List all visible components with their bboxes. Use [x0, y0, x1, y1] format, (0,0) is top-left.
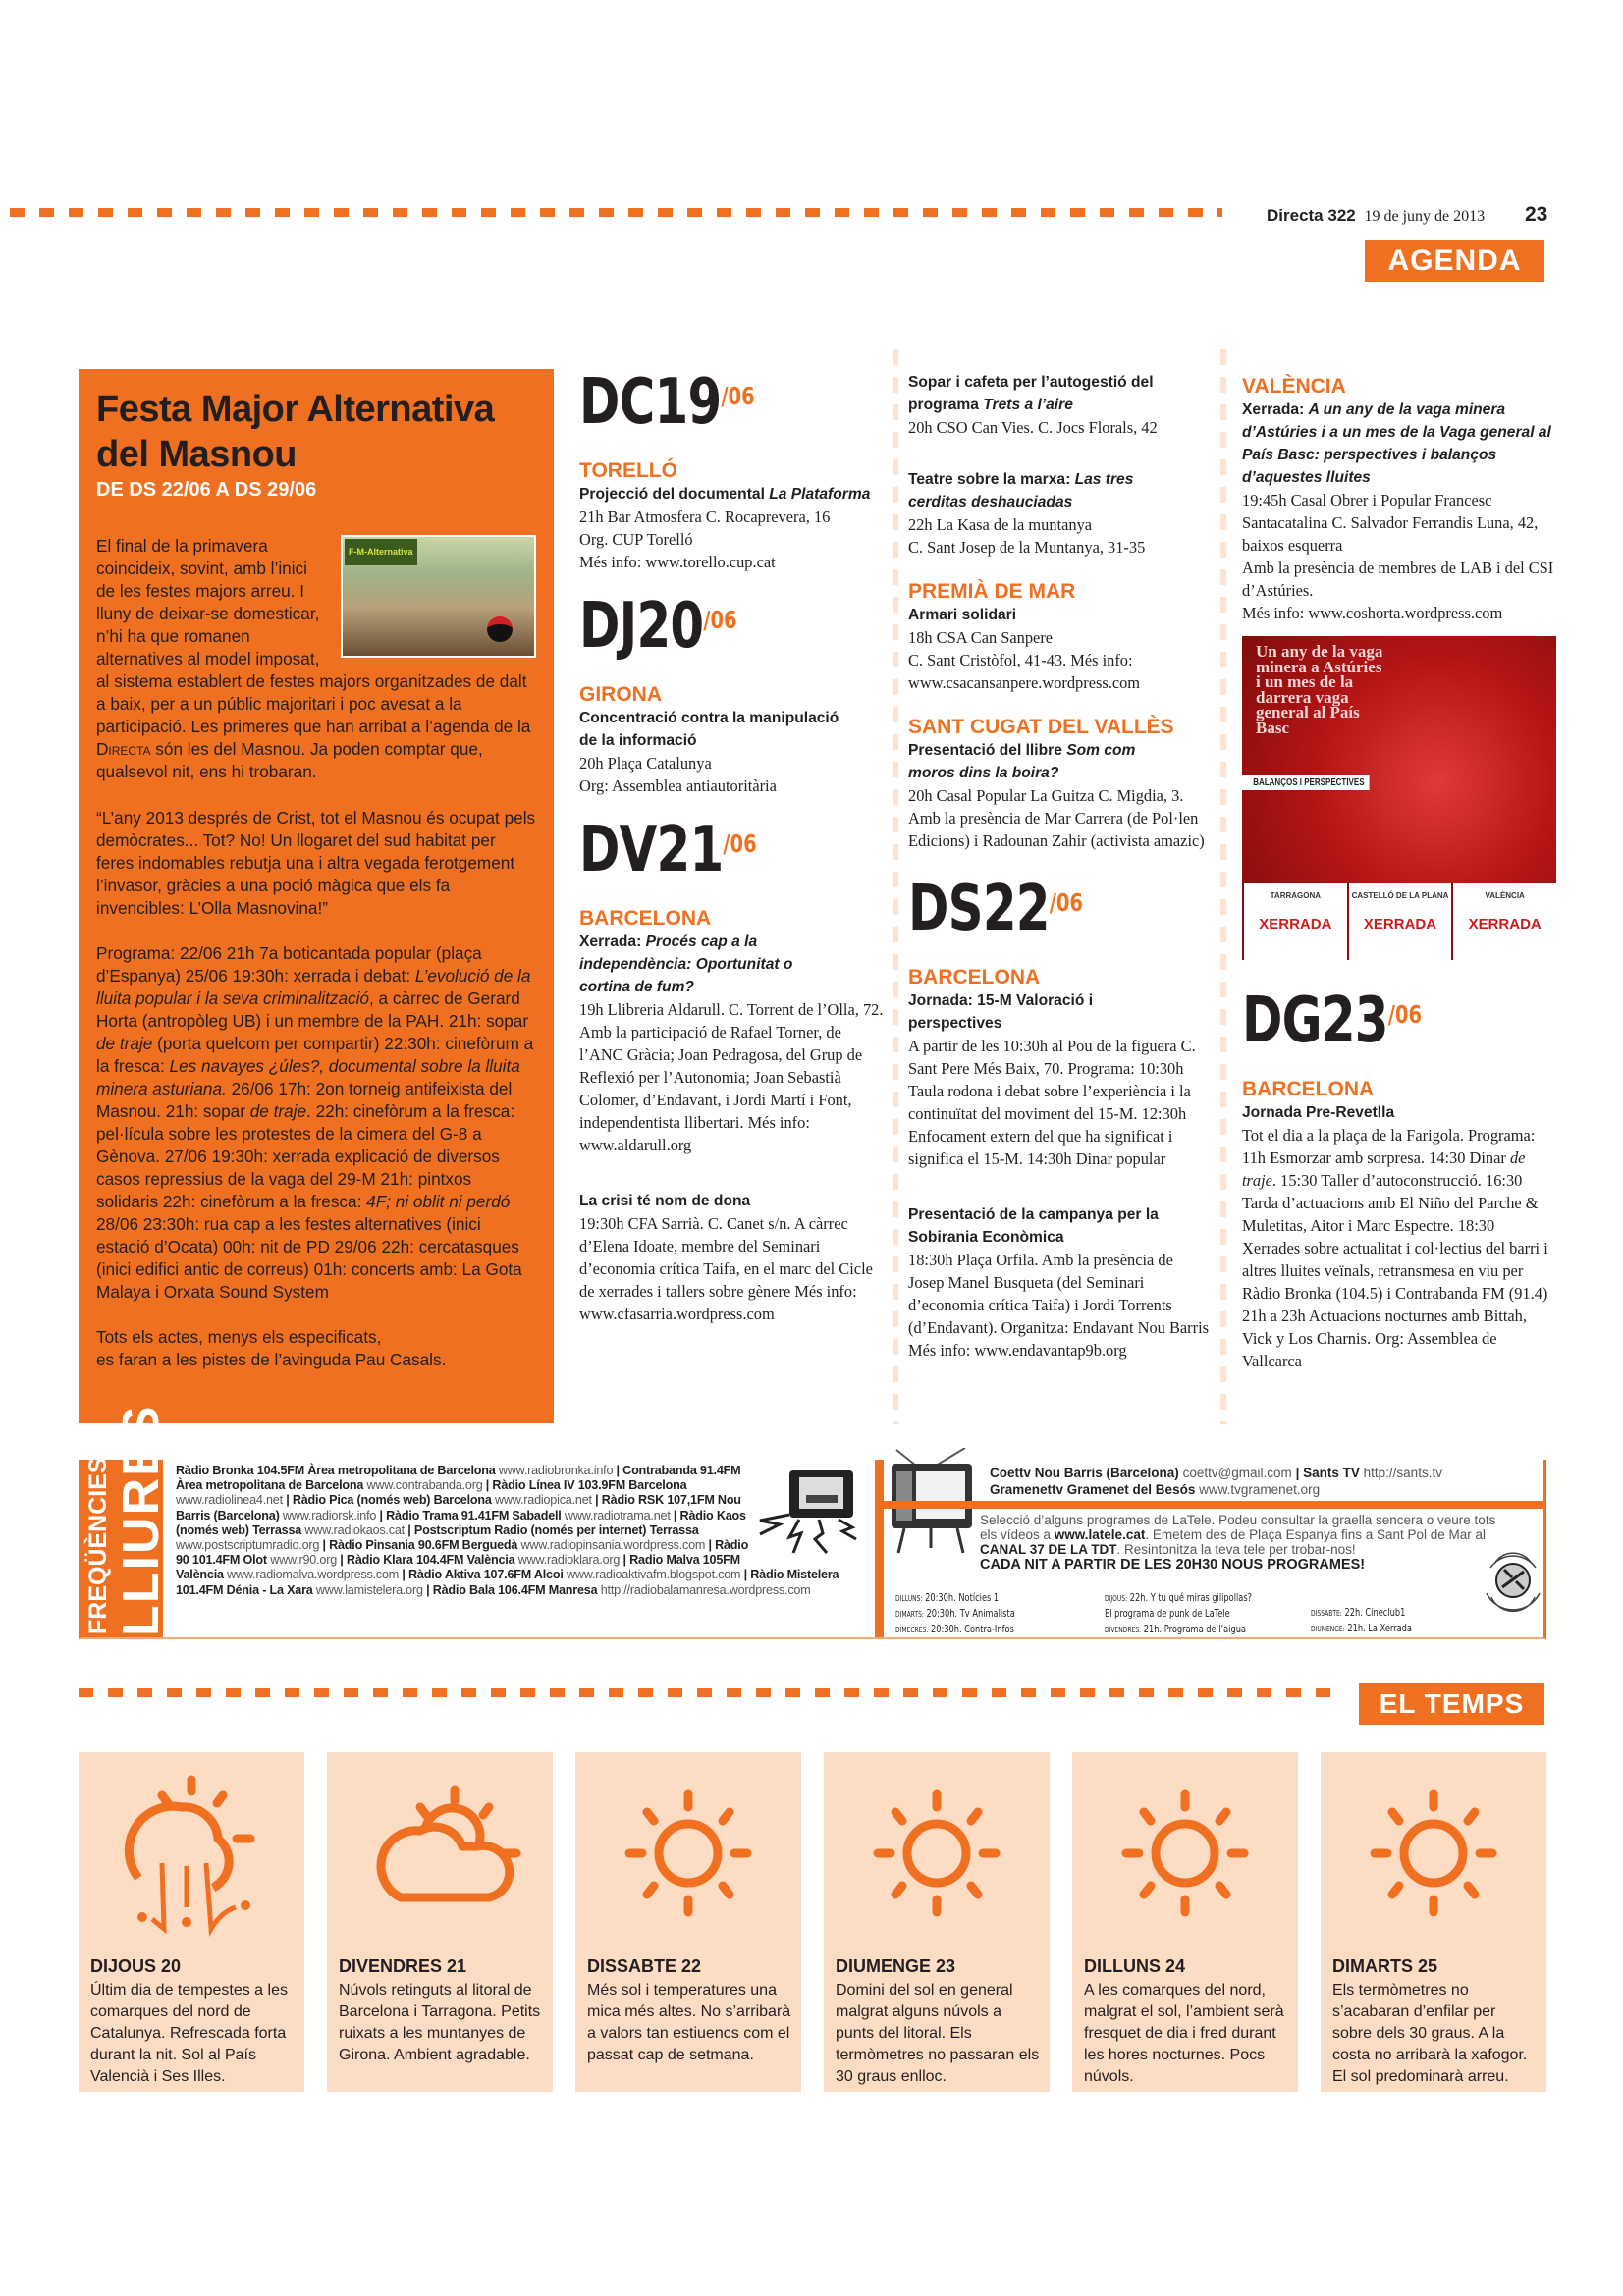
- station-name: Ràdio RSK 107,1FM Nou Barris (Barcelona): [176, 1493, 741, 1522]
- schedule-day: DIJOUS:: [1105, 1594, 1128, 1603]
- station-link[interactable]: www.radioklara.org: [517, 1553, 621, 1568]
- poster-headline: Un any de la vaga minera a Astúries i un mes de la darrera vaga general al País Basc: [1256, 642, 1383, 737]
- separator: |: [482, 1478, 493, 1493]
- feature-closing: Tots els actes, menys els especificats, es faran a les pistes de l’avinguda Pau Casals.: [96, 1327, 447, 1369]
- intro-text: són les del Masnou. Ja poden comptar que, qualsevol nit, ens hi trobaran.: [96, 739, 483, 781]
- station-name: Contrabanda 91.4FM Àrea metropolitana de Barcelona: [176, 1464, 741, 1493]
- schedule-item: [1105, 1622, 1252, 1637]
- brand-name: Directa: [96, 739, 151, 759]
- top-dashed-rule: [10, 208, 1222, 217]
- schedule-day: DISSABTE:: [1311, 1609, 1342, 1618]
- schedule-show: 21h. La Xerrada: [1347, 1622, 1412, 1634]
- event-title: [908, 468, 1183, 513]
- city-heading: BARCELONA: [1242, 1078, 1375, 1100]
- tv-link[interactable]: http://sants.tv: [1363, 1466, 1442, 1480]
- latele-channel: CANAL 37 DE LA TDT: [980, 1542, 1117, 1557]
- program-text: . 22h: cinefòrum a la fresca: pel·lícula sobre les protestes de la cimera del G-8 a Gènova. 27/06 19:30h: xerrada explicació de diversos casos repressius de la vaga del 29-M 21h: pintxos solidaris 22h: cinefòrum a la fresca:: [96, 1101, 515, 1211]
- radio-station: [293, 1493, 602, 1507]
- feature-program: [96, 942, 536, 1304]
- title-italic: La Plataforma: [769, 486, 871, 503]
- venue-event: XERRADA: [1259, 916, 1332, 933]
- schedule-item: [1105, 1590, 1252, 1606]
- title-text: Presentació del llibre: [908, 742, 1067, 759]
- sun-icon: [1345, 1760, 1522, 1942]
- schedule-column: [1105, 1590, 1252, 1637]
- radio-station: [408, 1568, 750, 1581]
- page-number: 23: [1525, 203, 1548, 226]
- venue-event: XERRADA: [1363, 916, 1437, 933]
- program-title: de traje: [249, 1101, 307, 1121]
- weather-dashed-rule: [79, 1688, 1345, 1697]
- title-text: Xerrada:: [1242, 401, 1309, 418]
- event-title: [1242, 399, 1556, 489]
- event-poster-image: [1242, 636, 1556, 960]
- schedule-day: DIMECRES:: [895, 1626, 929, 1634]
- weather-card: [824, 1752, 1050, 2092]
- weather-day: DILLUNS 24: [1084, 1956, 1186, 1976]
- station-name: Ràdio Pica (només web) Barcelona: [292, 1493, 492, 1508]
- poster-subtitle: BALANÇOS I PERSPECTIVES: [1242, 775, 1369, 790]
- event: [1242, 1101, 1556, 1372]
- event-title: Concentració contra la manipulació de la informació: [579, 710, 839, 749]
- weather-day: DIMARTS 25: [1332, 1956, 1438, 1976]
- event: [579, 1190, 886, 1325]
- schedule-show: 22h. Y tu qué miras gilipollas?: [1129, 1591, 1253, 1604]
- sun-icon: [600, 1760, 777, 1942]
- program-text: (porta quelcom per compartir) 22:30h: cinefòrum a la fresca:: [96, 1034, 534, 1076]
- latele-text-part: . Resintonitza la teva tele per trobar-nos!: [1116, 1542, 1356, 1557]
- tv-link[interactable]: coettv@gmail.com: [1182, 1466, 1292, 1480]
- schedule-day: DILLUNS:: [895, 1594, 923, 1603]
- radio-station: [176, 1464, 622, 1477]
- separator: |: [319, 1538, 330, 1553]
- program-title: de traje: [96, 1034, 153, 1053]
- station-link[interactable]: www.radioaktivafm.blogspot.com: [566, 1568, 741, 1582]
- station-link[interactable]: www.postscriptumradio.org: [176, 1538, 320, 1553]
- free-frequencies-panel: [79, 1404, 1546, 1639]
- title-text: Sopar i cafeta per l’autogestió del programa: [908, 374, 1154, 413]
- station-link[interactable]: www.r90.org: [270, 1553, 337, 1568]
- title-italic: Trets a l’aire: [983, 397, 1073, 413]
- event-title: Jornada: 15-M Valoració i perspectives: [908, 992, 1094, 1032]
- event-title: La crisi té nom de dona: [579, 1193, 751, 1209]
- month-label: /06: [1387, 1000, 1423, 1029]
- label-free: LLIURES: [113, 1404, 170, 1636]
- city-heading: TORELLÓ: [579, 459, 677, 482]
- feature-poster-image: [341, 535, 536, 658]
- station-link[interactable]: http://radiobalamanresa.wordpress.com: [600, 1582, 811, 1597]
- poster-logo: [487, 616, 513, 642]
- schedule-show: 22h. Cineclub1: [1344, 1606, 1406, 1619]
- event-title: Presentació de la campanya per la Sobirania Econòmica: [908, 1206, 1159, 1246]
- weather-day: DIUMENGE 23: [836, 1956, 956, 1976]
- event: [908, 739, 1213, 852]
- city-heading: PREMIÀ DE MAR: [908, 580, 1076, 603]
- feature-intro: [96, 535, 536, 783]
- label-frequencies: FREQÜÈNCIES: [84, 1457, 112, 1634]
- separator: |: [399, 1568, 409, 1582]
- event-title: [908, 739, 1163, 784]
- publication: Directa 322: [1267, 206, 1356, 225]
- program-title: 4F; ni oblit ni perdó: [366, 1192, 511, 1211]
- weather-forecast: Més sol i temperatures una mica més altes. No s’arribarà a valors tan estiuencs com el passat cap de setmana.: [587, 1982, 791, 2063]
- event-title: Jornada Pre-Revetlla: [1242, 1104, 1395, 1121]
- event: [579, 483, 886, 573]
- program-title: L’evolució de la lluita popular i la seva criminalització: [96, 966, 531, 1008]
- separator: |: [740, 1568, 751, 1582]
- station-link[interactable]: www.radiomalva.wordpress.com: [227, 1568, 400, 1582]
- venue-name: VALÈNCIA: [1485, 891, 1525, 900]
- feature-dates: DE DS 22/06 A DS 29/06: [96, 479, 317, 501]
- month-label: /06: [1049, 888, 1083, 917]
- event: [579, 707, 886, 797]
- station-link[interactable]: www.radiokaos.cat: [304, 1522, 405, 1537]
- storm-icon: [103, 1760, 280, 1942]
- radio-icon: [755, 1466, 863, 1559]
- city-heading: BARCELONA: [908, 966, 1041, 988]
- weather-forecast: Domini del sol en general malgrat alguns núvols a punts del litoral. Els termòmetres no passaran els 30 graus enlloc.: [836, 1982, 1040, 2085]
- event-title: [579, 931, 839, 998]
- latele-text-part: Selecció d’alguns programes de LaTele. Podeu consultar la graella sencera o veure tots els vídeos a: [980, 1513, 1496, 1542]
- event: [908, 604, 1213, 694]
- separator: |: [376, 1508, 387, 1522]
- event-details: 19:30h CFA Sarrià. C. Canet s/n. A càrrec d’Elena Idoate, membre del Seminari d’economia crítica Taifa, en el marc del Cicle de xerrades i tallers sobre gènere Més info: www.cfasarria.wordpress.com: [579, 1214, 873, 1323]
- event-details: [1242, 1124, 1556, 1372]
- day-label: DC19: [579, 366, 722, 439]
- separator: |: [591, 1493, 602, 1508]
- schedule-day: DIVENDRES:: [1105, 1626, 1142, 1634]
- event-details: 19h Llibreria Aldarull. C. Torrent de l’Olla, 72. Amb la participació de Rafael Torner, de l’ANC Gràcia; Joan Pedragosa, del Grup de Reflexió per l’Autonomia; Joan Sebastià Colomer, d’Endavant, i Jordi Martí i Font, independentista llibertari. Més info: www.aldarull.org: [579, 1000, 884, 1154]
- day-label: DG23: [1242, 985, 1388, 1057]
- tv-channels: [875, 1460, 1546, 1509]
- title-text: Projecció del documental: [579, 486, 770, 503]
- weather-day: DIVENDRES 21: [339, 1956, 467, 1976]
- event-details: 20h CSO Can Vies. C. Jocs Florals, 42: [908, 418, 1158, 437]
- station-link[interactable]: www.radiotrama.net: [564, 1508, 671, 1522]
- city-heading: GIRONA: [579, 683, 662, 706]
- weather-forecast: Els termòmetres no s’acabaran d’enfilar per sobre dels 30 graus. A la costa no arribarà la xafogor. El sol predominarà arreu.: [1332, 1982, 1528, 2085]
- latele-link[interactable]: www.latele.cat: [1054, 1527, 1146, 1542]
- agenda-column-3: [1242, 371, 1556, 1394]
- poster-venue: [1451, 883, 1556, 960]
- weather-day: DISSABTE 22: [587, 1956, 702, 1976]
- station-name: Ràdio Línea IV 103.9FM Barcelona: [492, 1478, 687, 1493]
- station-name: Ràdio Bronka 104.5FM Àrea metropolitana de Barcelona: [176, 1464, 496, 1477]
- schedule-day: DIMARTS:: [895, 1610, 924, 1619]
- weather-card: [1321, 1752, 1546, 2092]
- station-name: Ràdio Aktiva 107.6FM Alcoi: [408, 1568, 564, 1582]
- poster-venue: [1242, 883, 1347, 960]
- station-link[interactable]: www.contrabanda.org: [366, 1478, 483, 1493]
- column-divider: [893, 349, 898, 1424]
- tv-name: Sants TV: [1303, 1466, 1360, 1480]
- schedule-item: [1105, 1606, 1252, 1622]
- event-details: 18:30h Plaça Orfila. Amb la presència de Josep Manel Busqueta (del Seminari d’economia crítica Taifa) i Jordi Torrents (d’Endavant). Organitza: Endavant Nou Barris Més info: www.endavantap9b.org: [908, 1251, 1210, 1360]
- radio-station: [347, 1553, 629, 1567]
- schedule-item: [895, 1622, 1015, 1637]
- weather-card: [1072, 1752, 1298, 2092]
- month-label: /06: [723, 829, 757, 858]
- poster-label: F-M-Alternativa: [345, 539, 417, 565]
- event-details: 18h CSA Can Sanpere C. Sant Cristòfol, 41-43. Més info: www.csacansanpere.wordpress.com: [908, 628, 1141, 692]
- column-divider: [1220, 349, 1226, 1424]
- venue-name: TARRAGONA: [1270, 891, 1322, 900]
- station-name: Ràdio Klara 104.4FM València: [346, 1553, 515, 1568]
- program-text: Programa: 22/06 21h 7a boticantada popular (plaça d’Espanya) 25/06 19:30h: xerrada i debat:: [96, 943, 482, 986]
- schedule-show: 20:30h. Notícies 1: [925, 1591, 1000, 1604]
- separator: |: [282, 1493, 293, 1508]
- feature-title: Festa Major Alternativa del Masnou: [96, 389, 495, 475]
- schedule-show: 20:30h. Contra-Infos: [930, 1623, 1014, 1635]
- separator: |: [670, 1508, 680, 1522]
- station-link[interactable]: www.radiopinsania.wordpress.com: [520, 1538, 706, 1553]
- title-italic: Procés cap a la independència: Oportunitat o cortina de fum?: [579, 934, 793, 995]
- station-name: Ràdio Pinsania 90.6FM Berguedà: [329, 1538, 518, 1553]
- day-heading: [579, 366, 818, 439]
- agenda-column-1: [579, 366, 886, 1347]
- event: [908, 989, 1213, 1170]
- schedule-show: 20:30h. Tv Animalista: [926, 1607, 1015, 1620]
- schedule-column: [895, 1590, 1015, 1637]
- day-heading: [579, 590, 818, 663]
- day-label: DJ20: [579, 590, 704, 663]
- day-label: DV21: [579, 814, 724, 886]
- separator: |: [422, 1582, 433, 1597]
- issue-date: 19 de juny de 2013: [1364, 208, 1486, 225]
- feature-quote: “L’any 2013 després de Crist, tot el Masnou és ocupat pels demòcrates... Tot? No! Un llogaret del sud habitat per feres indomables rebutja una i altra vegada ferotgement l’invasor, gràcies a una poció màgica que els fa invencibles: L’Olla Masnovina!”: [96, 808, 536, 918]
- title-text: Teatre sobre la marxa:: [908, 471, 1075, 488]
- station-name: Ràdio Bala 106.4FM Manresa: [432, 1582, 598, 1597]
- latele-slogan: CADA NIT A PARTIR DE LES 20H30 NOUS PROGRAMES!: [980, 1557, 1366, 1573]
- event-title: [908, 371, 1213, 416]
- details-text: Tot el dia a la plaça de la Farigola. Programa: 11h Esmorzar amb sorpresa. 14:30 Dinar: [1242, 1126, 1536, 1167]
- station-link[interactable]: www.lamistelera.org: [315, 1582, 423, 1597]
- schedule-day: DIUMENGE:: [1311, 1625, 1345, 1633]
- tv-name: Coettv Nou Barris (Barcelona): [990, 1466, 1179, 1480]
- schedule-column: [1311, 1605, 1412, 1636]
- station-link[interactable]: www.radiobronka.info: [498, 1464, 614, 1477]
- program-title: Les navayes ¿úles?, documental sobre la lluita minera asturiana.: [96, 1056, 520, 1098]
- station-name: Radio Malva 105FM València: [176, 1553, 740, 1582]
- event-details: 21h Bar Atmosfera C. Rocaprevera, 16 Org. CUP Torelló Més info: www.torello.cup.cat: [579, 507, 831, 571]
- weather-day: DIJOUS 20: [90, 1956, 182, 1976]
- tv-link[interactable]: www.tvgramenet.org: [1199, 1482, 1321, 1497]
- separator: |: [404, 1522, 414, 1537]
- poster-venue: [1347, 883, 1452, 960]
- event: [579, 931, 886, 1156]
- frequencies-label: [79, 1404, 170, 1637]
- details-text: . 15:30 Taller d’autoconstrucció. 16:30 Tarda d’actuacions amb El Niño del Parche & Muletitas, Aitor i Marc Espectre. 18:30 Xerrades sobre actualitat i col·lectius del barri i altres lluites veïnals, retransmesa en viu per Ràdio Bronka (104.5) i Contrabanda FM (91.4) 21h a 23h Actuacions nocturnes amb Bittah, Vick y Los Charnis. Org: Assemblea de Vallcarca: [1242, 1171, 1548, 1370]
- weather-forecast: Últim dia de tempestes a les comarques del nord de Catalunya. Refrescada forta durant la nit. Sol al País Valencià i Ses Illes.: [90, 1982, 288, 2085]
- details-italic: de traje: [1242, 1148, 1526, 1190]
- event-details: 19:45h Casal Obrer i Popular Francesc Santacatalina C. Salvador Ferrandis Luna, 42, baixos esquerra Amb la presència de membres de LAB i del CSI d’Astúries. Més info: www.coshorta.wordpress.com: [1242, 491, 1554, 622]
- event: [908, 468, 1213, 559]
- title-text: Xerrada:: [579, 934, 646, 950]
- title-italic: Som com moros dins la boira?: [908, 742, 1136, 781]
- agenda-column-2: [908, 371, 1213, 1383]
- separator: |: [1295, 1466, 1300, 1480]
- latele-box: [875, 1509, 1546, 1637]
- weather-card: [327, 1752, 553, 2092]
- schedule-item: [895, 1590, 1015, 1606]
- tv-name: Gramenettv Gramenet del Besós: [990, 1482, 1196, 1497]
- latele-text-part: . Emetem des de Plaça Espanya fins a Sant Pol de Mar al: [1145, 1527, 1487, 1542]
- city-heading: BARCELONA: [579, 907, 712, 930]
- weather-forecast: Núvols retinguts al litoral de Barcelona i Tarragona. Petits ruixats a les muntanyes de Girona. Ambient agradable.: [339, 1982, 541, 2063]
- title-italic: A un any de la vaga minera d’Astúries i a un mes de la Vaga general al País Basc: perspectives i balanços d’aquestes lluites: [1242, 401, 1551, 486]
- intro-text: El final de la primavera coincideix, sovint, amb l’inici de les festes majors arreu. I lluny de deixar-se domesticar, n’hi ha que romanen alternatives al model imposat, al sistema establert de festes majors organitzades de dalt a baix, per a un públic majoritari i poc avesat a la participació. Les primeres que han arribat a l’agenda de la: [96, 536, 531, 736]
- feature-box: [79, 369, 554, 1423]
- title-italic: Las tres cerditas deshauciadas: [908, 471, 1134, 510]
- month-label: /06: [721, 382, 755, 410]
- event: [1242, 399, 1556, 624]
- weather-card: [575, 1752, 801, 2092]
- separator: |: [613, 1464, 623, 1477]
- separator: |: [705, 1538, 716, 1553]
- event: [908, 371, 1213, 439]
- station-name: Ràdio Trama 91.41FM Sabadell: [386, 1508, 562, 1522]
- sun-icon: [848, 1760, 1025, 1942]
- station-name: Ràdio Mistelera 101.4FM Dénia - La Xara: [176, 1568, 839, 1597]
- event-details: 20h Plaça Catalunya Org: Assemblea antiautoritària: [579, 754, 777, 795]
- month-label: /06: [703, 606, 737, 634]
- weather-card: [79, 1752, 304, 2092]
- event-details: 22h La Kasa de la muntanya C. Sant Josep de la Muntanya, 31-35: [908, 515, 1146, 557]
- sun-icon: [1097, 1760, 1273, 1942]
- venue-event: XERRADA: [1468, 916, 1542, 933]
- schedule-show: El programa de punk de LaTele: [1105, 1607, 1230, 1620]
- program-text: , a càrrec de Gerard Horta (antropòleg UB) i un membre de la PAH. 21h: sopar: [96, 988, 529, 1031]
- schedule-show: 21h. Programa de l’aigua: [1143, 1623, 1246, 1635]
- section-badge: AGENDA: [1365, 240, 1544, 282]
- weather-forecast: A les comarques del nord, malgrat el sol, l’ambient serà fresquet de dia i fred durant les hores nocturnes. Pocs núvols.: [1084, 1982, 1284, 2085]
- masthead: [1267, 206, 1485, 226]
- radio-station: [329, 1538, 715, 1552]
- station-name: Postscriptum Radio (només per internet) Terrassa: [413, 1522, 699, 1537]
- separator: |: [620, 1553, 630, 1568]
- event-details: 20h Casal Popular La Guitza C. Migdia, 3. Amb la presència de Mar Carrera (de Pol·len Edicions) i Radounan Zahir (activista amazic): [908, 786, 1205, 850]
- day-heading: [1242, 985, 1488, 1057]
- day-heading: [908, 873, 1146, 945]
- radio-station: [386, 1509, 679, 1522]
- fly-logo-icon: [1483, 1548, 1543, 1613]
- city-heading: VALÈNCIA: [1242, 375, 1346, 398]
- schedule-item: [1311, 1605, 1412, 1621]
- venue-name: CASTELLÓ DE LA PLANA: [1351, 891, 1449, 900]
- day-label: DS22: [908, 873, 1050, 945]
- station-link[interactable]: www.radiorsk.info: [282, 1508, 377, 1522]
- station-link[interactable]: www.radiolinea4.net: [176, 1493, 283, 1508]
- separator: |: [337, 1553, 347, 1568]
- radio-station: [433, 1583, 811, 1597]
- cloud-sun-icon: [352, 1760, 528, 1942]
- weather-badge: EL TEMPS: [1359, 1683, 1544, 1725]
- event-details: A partir de les 10:30h al Pou de la figuera C. Sant Pere Més Baix, 70. Programa: 10:30h Taula rodona i debat sobre l’experiència i la continuïtat del moviment del 15-M. 12:30h Enfocament extern del que ha significat i significa el 15-M. 14:30h Dinar popular: [908, 1037, 1196, 1168]
- event: [908, 1203, 1213, 1362]
- poster-venues: [1242, 883, 1556, 960]
- event-title: [579, 483, 886, 506]
- station-link[interactable]: www.radiopica.net: [495, 1493, 592, 1508]
- day-heading: [579, 814, 818, 886]
- event-title: Armari solidari: [908, 607, 1017, 623]
- schedule-item: [1311, 1621, 1412, 1636]
- city-heading: SANT CUGAT DEL VALLÈS: [908, 716, 1174, 738]
- station-name: Ràdio Kaos (només web) Terrassa: [176, 1508, 746, 1537]
- station-name: Ràdio 90 101.4FM Olot: [176, 1538, 749, 1568]
- program-text: 26/06 17h: 2on torneig antifeixista del Masnou. 21h: sopar: [96, 1079, 513, 1121]
- schedule-item: [895, 1606, 1015, 1622]
- program-text: 28/06 23:30h: rua cap a les festes alternatives (inici estació d’Ocata) 00h: nit de PD 29/06 22h: cercatasques (inici edifici antic de correus) 01h: concerts amb: La Gota Malaya i Orxata Sound System: [96, 1214, 522, 1302]
- latele-text: [980, 1513, 1510, 1573]
